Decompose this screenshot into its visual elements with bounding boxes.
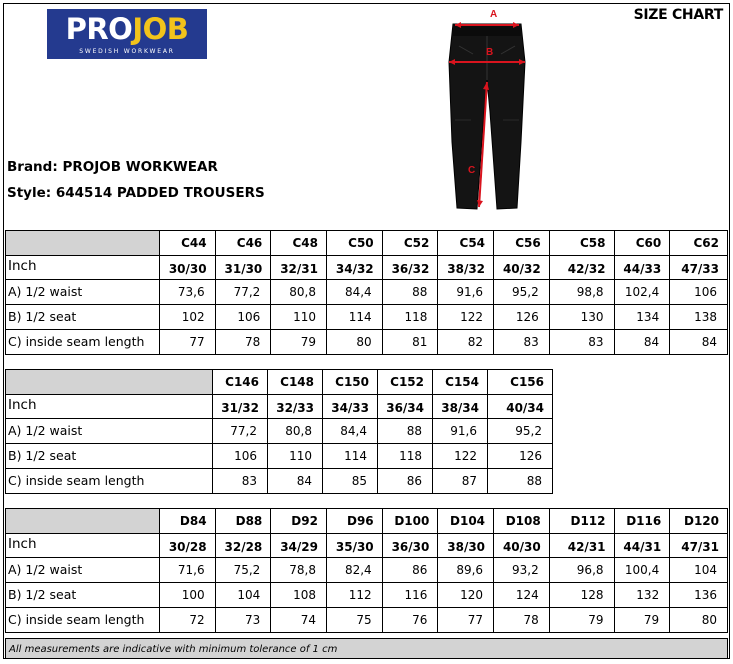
- row-label: C) inside seam length: [6, 608, 160, 633]
- waist-cell: 93,2: [494, 558, 550, 583]
- inseam-cell: 74: [271, 608, 327, 633]
- row-label: B) 1/2 seat: [6, 583, 160, 608]
- brand-label: Brand:: [7, 159, 58, 175]
- inch-cell: 32/33: [268, 395, 323, 419]
- inch-cell: 38/30: [438, 534, 494, 558]
- seat-row: [6, 305, 728, 330]
- inch-cell: 47/33: [670, 256, 728, 280]
- seat-cell: 120: [438, 583, 494, 608]
- seat-cell: 118: [382, 305, 438, 330]
- inseam-cell: 79: [271, 330, 327, 355]
- waist-cell: 84,4: [326, 280, 382, 305]
- seat-row: [6, 444, 553, 469]
- style-value: 644514 PADDED TROUSERS: [55, 185, 265, 201]
- inseam-cell: 86: [378, 469, 433, 494]
- inseam-cell: 81: [382, 330, 438, 355]
- inch-cell: 31/30: [215, 256, 271, 280]
- inch-cell: 30/28: [159, 534, 215, 558]
- inch-cell: 42/32: [549, 256, 614, 280]
- seat-cell: 124: [494, 583, 550, 608]
- inseam-cell: 78: [494, 608, 550, 633]
- size-col-header: C62: [670, 231, 728, 256]
- inseam-row: [6, 469, 553, 494]
- header-label-cell: [6, 509, 160, 534]
- inch-row: [6, 256, 728, 280]
- seat-cell: 110: [271, 305, 327, 330]
- size-col-header: C152: [378, 370, 433, 395]
- row-label: B) 1/2 seat: [6, 305, 160, 330]
- size-col-header: C148: [268, 370, 323, 395]
- row-label: B) 1/2 seat: [6, 444, 213, 469]
- size-col-header: D96: [326, 509, 382, 534]
- seat-cell: 136: [670, 583, 728, 608]
- size-col-header: C150: [323, 370, 378, 395]
- inseam-cell: 87: [433, 469, 488, 494]
- size-col-header: C48: [271, 231, 327, 256]
- size-header-row: [6, 370, 553, 395]
- inch-cell: 32/31: [271, 256, 327, 280]
- seat-cell: 110: [268, 444, 323, 469]
- inch-cell: 47/31: [670, 534, 728, 558]
- inseam-cell: 85: [323, 469, 378, 494]
- seat-cell: 106: [213, 444, 268, 469]
- inch-cell: 42/31: [549, 534, 614, 558]
- inseam-cell: 80: [670, 608, 728, 633]
- brand-value: PROJOB WORKWEAR: [62, 159, 218, 175]
- size-col-header: D120: [670, 509, 728, 534]
- seat-cell: 108: [271, 583, 327, 608]
- waist-cell: 89,6: [438, 558, 494, 583]
- inch-cell: 40/32: [494, 256, 550, 280]
- inch-row: [6, 395, 553, 419]
- waist-cell: 82,4: [326, 558, 382, 583]
- size-header-row: [6, 231, 728, 256]
- waist-cell: 73,6: [159, 280, 215, 305]
- inseam-cell: 78: [215, 330, 271, 355]
- size-table-d: [5, 508, 728, 633]
- inseam-cell: 79: [614, 608, 670, 633]
- inch-cell: 34/32: [326, 256, 382, 280]
- seat-cell: 132: [614, 583, 670, 608]
- waist-cell: 78,8: [271, 558, 327, 583]
- waist-cell: 91,6: [438, 280, 494, 305]
- waist-row: [6, 558, 728, 583]
- seat-cell: 100: [159, 583, 215, 608]
- row-label: A) 1/2 waist: [6, 558, 160, 583]
- tolerance-footnote: All measurements are indicative with minimum tolerance of 1 cm: [5, 638, 728, 659]
- inseam-cell: 83: [494, 330, 550, 355]
- inseam-row: [6, 330, 728, 355]
- waist-row: [6, 419, 553, 444]
- inseam-cell: 82: [438, 330, 494, 355]
- row-label: A) 1/2 waist: [6, 419, 213, 444]
- style-line: [7, 185, 265, 201]
- row-label: C) inside seam length: [6, 330, 160, 355]
- inseam-cell: 83: [213, 469, 268, 494]
- size-col-header: C156: [488, 370, 553, 395]
- row-label: A) 1/2 waist: [6, 280, 160, 305]
- waist-cell: 95,2: [494, 280, 550, 305]
- inch-cell: 36/32: [382, 256, 438, 280]
- row-label: Inch: [6, 395, 213, 419]
- row-label: Inch: [6, 256, 160, 280]
- projob-logo: [47, 9, 207, 59]
- seat-cell: 126: [494, 305, 550, 330]
- waist-cell: 102,4: [614, 280, 670, 305]
- inseam-cell: 79: [549, 608, 614, 633]
- header-label-cell: [6, 231, 160, 256]
- inch-cell: 44/31: [614, 534, 670, 558]
- trousers-measurement-diagram: [437, 2, 537, 216]
- inseam-cell: 88: [488, 469, 553, 494]
- waist-cell: 88: [382, 280, 438, 305]
- size-col-header: C44: [159, 231, 215, 256]
- waist-cell: 80,8: [268, 419, 323, 444]
- inseam-cell: 84: [614, 330, 670, 355]
- inch-row: [6, 534, 728, 558]
- inseam-cell: 84: [670, 330, 728, 355]
- inch-cell: 30/30: [159, 256, 215, 280]
- inch-cell: 31/32: [213, 395, 268, 419]
- inch-cell: 38/32: [438, 256, 494, 280]
- inch-cell: 34/29: [271, 534, 327, 558]
- inch-cell: 44/33: [614, 256, 670, 280]
- waist-cell: 95,2: [488, 419, 553, 444]
- size-col-header: C56: [494, 231, 550, 256]
- size-col-header: D84: [159, 509, 215, 534]
- inseam-cell: 76: [382, 608, 438, 633]
- seat-cell: 106: [215, 305, 271, 330]
- measure-a-label: A: [490, 9, 498, 20]
- waist-cell: 91,6: [433, 419, 488, 444]
- size-col-header: C60: [614, 231, 670, 256]
- size-col-header: D88: [215, 509, 271, 534]
- waist-row: [6, 280, 728, 305]
- waist-cell: 106: [670, 280, 728, 305]
- inch-cell: 36/34: [378, 395, 433, 419]
- size-table-c-long: [5, 369, 553, 494]
- waist-cell: 100,4: [614, 558, 670, 583]
- seat-row: [6, 583, 728, 608]
- seat-cell: 134: [614, 305, 670, 330]
- size-col-header: C50: [326, 231, 382, 256]
- seat-cell: 122: [438, 305, 494, 330]
- inseam-cell: 73: [215, 608, 271, 633]
- seat-cell: 114: [323, 444, 378, 469]
- inseam-cell: 75: [326, 608, 382, 633]
- row-label: C) inside seam length: [6, 469, 213, 494]
- size-col-header: D92: [271, 509, 327, 534]
- size-col-header: D100: [382, 509, 438, 534]
- waist-cell: 98,8: [549, 280, 614, 305]
- header-label-cell: [6, 370, 213, 395]
- waist-cell: 75,2: [215, 558, 271, 583]
- waist-cell: 96,8: [549, 558, 614, 583]
- size-col-header: D112: [549, 509, 614, 534]
- inch-cell: 34/33: [323, 395, 378, 419]
- page-title: SIZE CHART: [633, 7, 723, 23]
- logo-wordmark: [47, 14, 207, 44]
- seat-cell: 128: [549, 583, 614, 608]
- waist-cell: 84,4: [323, 419, 378, 444]
- seat-cell: 130: [549, 305, 614, 330]
- inseam-cell: 80: [326, 330, 382, 355]
- brand-line: [7, 159, 218, 175]
- seat-cell: 102: [159, 305, 215, 330]
- seat-cell: 116: [382, 583, 438, 608]
- measure-c-label: C: [468, 165, 476, 176]
- inseam-row: [6, 608, 728, 633]
- size-col-header: D108: [494, 509, 550, 534]
- logo-pro: PRO: [65, 12, 133, 46]
- inch-cell: 40/30: [494, 534, 550, 558]
- seat-cell: 138: [670, 305, 728, 330]
- waist-cell: 88: [378, 419, 433, 444]
- size-col-header: C154: [433, 370, 488, 395]
- inch-cell: 36/30: [382, 534, 438, 558]
- inch-cell: 35/30: [326, 534, 382, 558]
- row-label: Inch: [6, 534, 160, 558]
- logo-job: JOB: [132, 12, 189, 46]
- style-label: Style:: [7, 185, 52, 201]
- seat-cell: 118: [378, 444, 433, 469]
- inseam-cell: 72: [159, 608, 215, 633]
- measure-b-label: B: [486, 47, 494, 58]
- seat-cell: 122: [433, 444, 488, 469]
- size-col-header: D104: [438, 509, 494, 534]
- size-table-c: [5, 230, 728, 355]
- size-col-header: C54: [438, 231, 494, 256]
- logo-tagline: SWEDISH WORKWEAR: [79, 48, 175, 55]
- size-col-header: D116: [614, 509, 670, 534]
- waist-cell: 77,2: [213, 419, 268, 444]
- waist-cell: 104: [670, 558, 728, 583]
- waist-cell: 77,2: [215, 280, 271, 305]
- inch-cell: 32/28: [215, 534, 271, 558]
- inseam-cell: 83: [549, 330, 614, 355]
- size-col-header: C52: [382, 231, 438, 256]
- inseam-cell: 77: [438, 608, 494, 633]
- seat-cell: 126: [488, 444, 553, 469]
- seat-cell: 114: [326, 305, 382, 330]
- inch-cell: 38/34: [433, 395, 488, 419]
- size-header-row: [6, 509, 728, 534]
- inseam-cell: 84: [268, 469, 323, 494]
- size-col-header: C58: [549, 231, 614, 256]
- waist-cell: 80,8: [271, 280, 327, 305]
- seat-cell: 104: [215, 583, 271, 608]
- size-col-header: C46: [215, 231, 271, 256]
- inch-cell: 40/34: [488, 395, 553, 419]
- size-col-header: C146: [213, 370, 268, 395]
- seat-cell: 112: [326, 583, 382, 608]
- inseam-cell: 77: [159, 330, 215, 355]
- waist-cell: 71,6: [159, 558, 215, 583]
- waist-cell: 86: [382, 558, 438, 583]
